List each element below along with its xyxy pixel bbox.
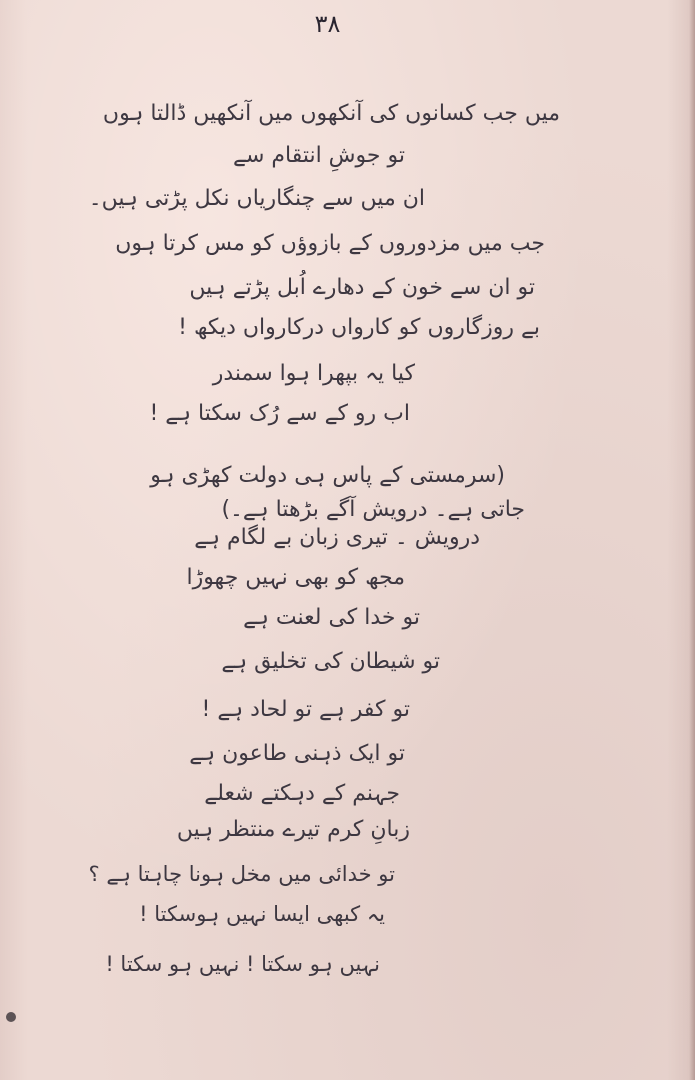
text-line-10: جاتی ہے۔ درویش آگے بڑھتا ہے۔) bbox=[221, 497, 525, 522]
text-line-2: تو جوشِ انتقام سے bbox=[233, 143, 405, 168]
text-line-13: تو خدا کی لعنت ہے bbox=[243, 605, 420, 630]
page-edge-shadow bbox=[689, 0, 695, 1080]
text-line-11: درویش ۔ تیری زبان بے لگام ہے bbox=[194, 525, 480, 550]
text-line-6: بے روزگاروں کو کارواں درکارواں دیکھ ! bbox=[178, 315, 540, 340]
text-line-3: ان میں سے چنگاریاں نکل پڑتی ہیں۔ bbox=[88, 186, 425, 211]
text-line-19: تو خدائی میں مخل ہونا چاہتا ہے ؟ bbox=[88, 862, 395, 886]
text-line-9: (سرمستی کے پاس ہی دولت کھڑی ہو bbox=[150, 463, 505, 488]
text-line-8: اب رو کے سے رُک سکتا ہے ! bbox=[149, 401, 410, 426]
ink-blot bbox=[6, 1012, 16, 1022]
text-line-15: تو کفر ہے تو لحاد ہے ! bbox=[201, 697, 410, 722]
text-line-16: تو ایک ذہنی طاعون ہے bbox=[189, 741, 405, 766]
text-line-12: مجھ کو بھی نہیں چھوڑا bbox=[186, 565, 405, 590]
text-line-1: میں جب کسانوں کی آنکھوں میں آنکھیں ڈالتا ہوں bbox=[102, 101, 560, 126]
text-line-18: زبانِ کرم تیرے منتظر ہیں bbox=[176, 817, 410, 842]
page-number: ۳۸ bbox=[314, 10, 341, 38]
text-line-17: جہنم کے دہکتے شعلے bbox=[204, 781, 400, 806]
text-line-5: تو ان سے خون کے دھارے اُبل پڑتے ہیں bbox=[189, 275, 535, 300]
text-line-20: یہ کبھی ایسا نہیں ہوسکتا ! bbox=[139, 902, 385, 926]
text-line-4: جب میں مزدوروں کے بازوؤں کو مس کرتا ہوں bbox=[115, 231, 545, 256]
text-line-21: نہیں ہو سکتا ! نہیں ہو سکتا ! bbox=[105, 952, 380, 976]
text-line-14: تو شیطان کی تخلیق ہے bbox=[221, 649, 440, 674]
text-line-7: کیا یہ بپھرا ہوا سمندر bbox=[212, 361, 415, 386]
